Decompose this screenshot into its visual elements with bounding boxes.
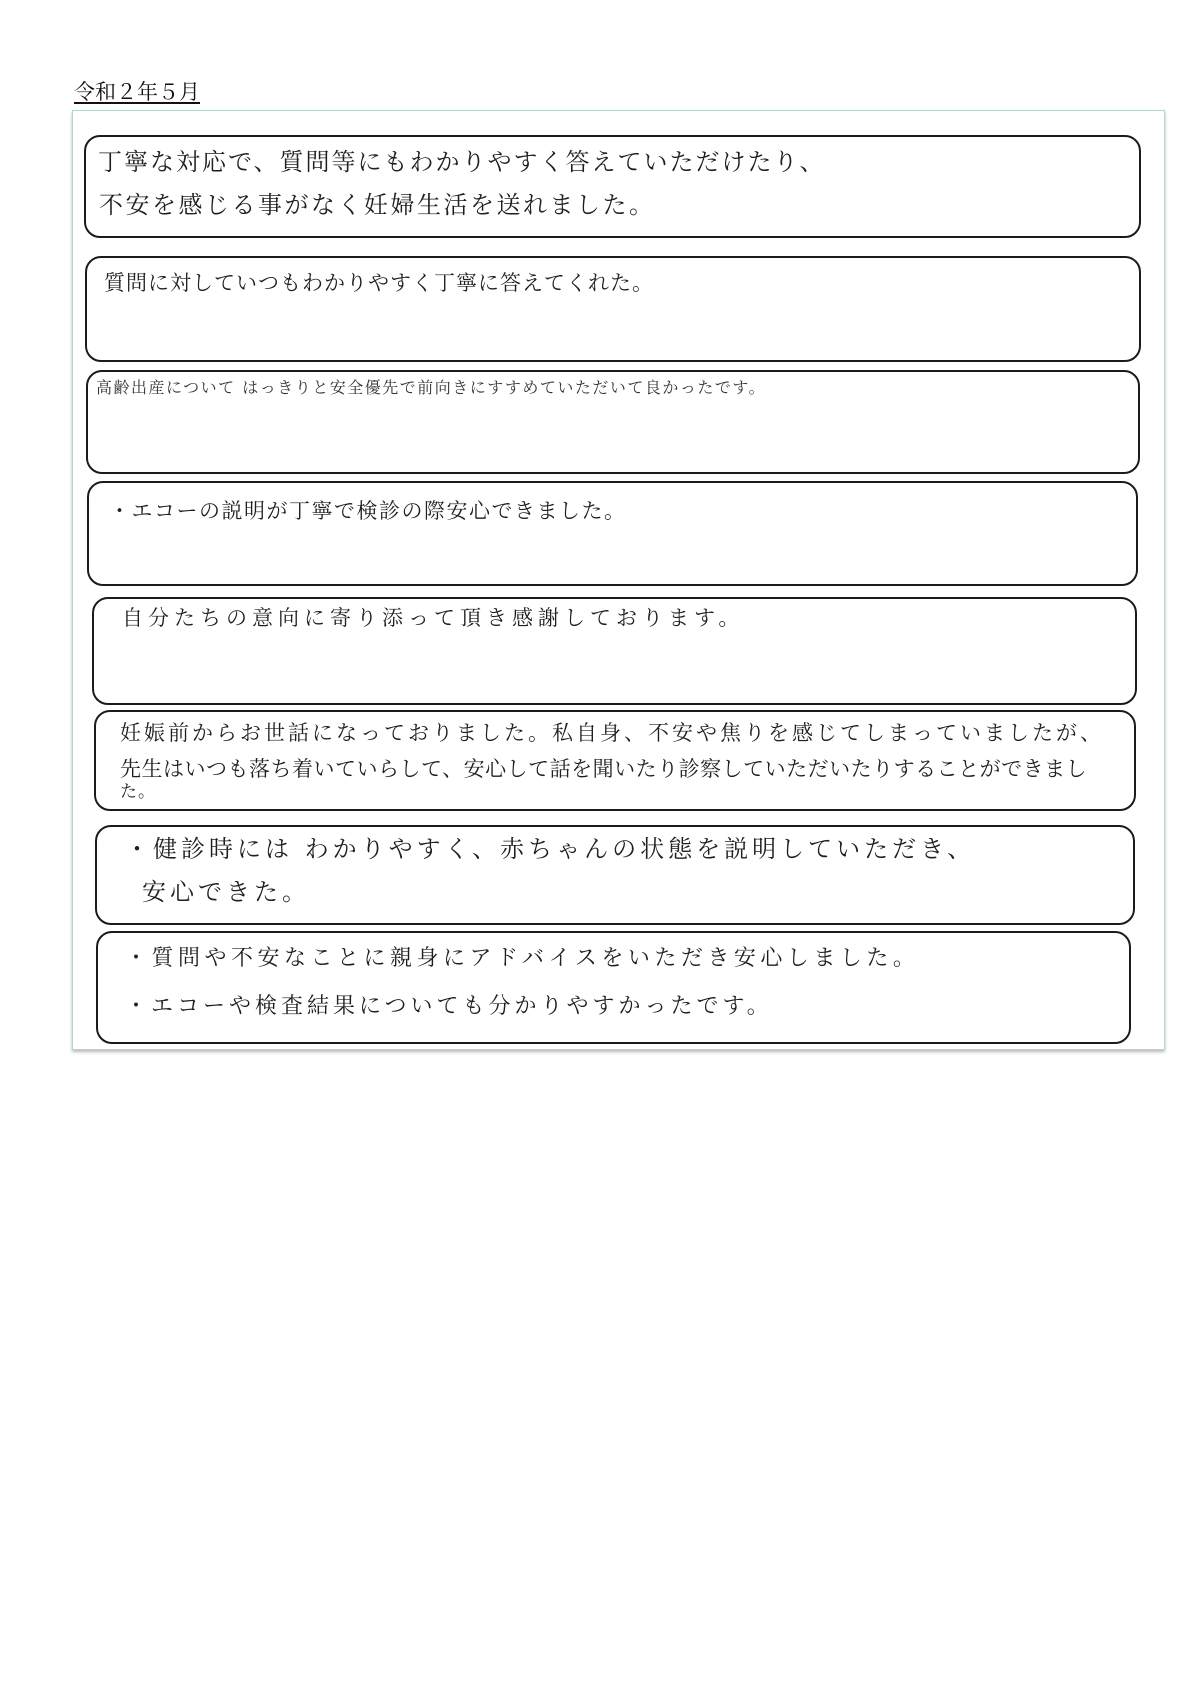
comment-box [85, 256, 1141, 362]
comment-line: 安心できた。 [142, 878, 310, 906]
comment-line: 自分たちの意向に寄り添って頂き感謝しております。 [122, 606, 745, 630]
comment-box [92, 597, 1137, 705]
comment-line: 不安を感じる事がなく妊婦生活を送れました。 [99, 191, 656, 219]
comment-line: 質問に対していつもわかりやすく丁寧に答えてくれた。 [104, 271, 654, 295]
comment-line: た。 [120, 782, 156, 802]
comment-line: ・エコーの説明が丁寧で検診の際安心できました。 [109, 499, 627, 523]
comment-box [87, 481, 1138, 586]
date-heading: 令和２年５月 [74, 80, 200, 104]
comment-box [96, 931, 1131, 1044]
comment-box [95, 825, 1135, 925]
comment-line: ・質問や不安なことに親身にアドバイスをいただき安心しました。 [125, 946, 920, 971]
comment-box [84, 135, 1141, 238]
comment-box [94, 710, 1136, 811]
comment-line: ・健診時には わかりやすく、赤ちゃんの状態を説明していただき、 [125, 835, 976, 863]
comment-line: 高齢出産について はっきりと安全優先で前向きにすすめていただいて良かったです。 [96, 378, 767, 397]
comment-line: 丁寧な対応で、質問等にもわかりやすく答えていただけたり、 [98, 148, 826, 176]
comment-line: 先生はいつも落ち着いていらして、安心して話を聞いたり診察していただいたりすることができまし [120, 757, 1088, 781]
comment-box [86, 370, 1140, 474]
comment-line: ・エコーや検査結果についても分かりやすかったです。 [125, 994, 773, 1019]
comment-line: 妊娠前からお世話になっておりました。私自身、不安や焦りを感じてしまっていましたが、 [120, 721, 1104, 745]
